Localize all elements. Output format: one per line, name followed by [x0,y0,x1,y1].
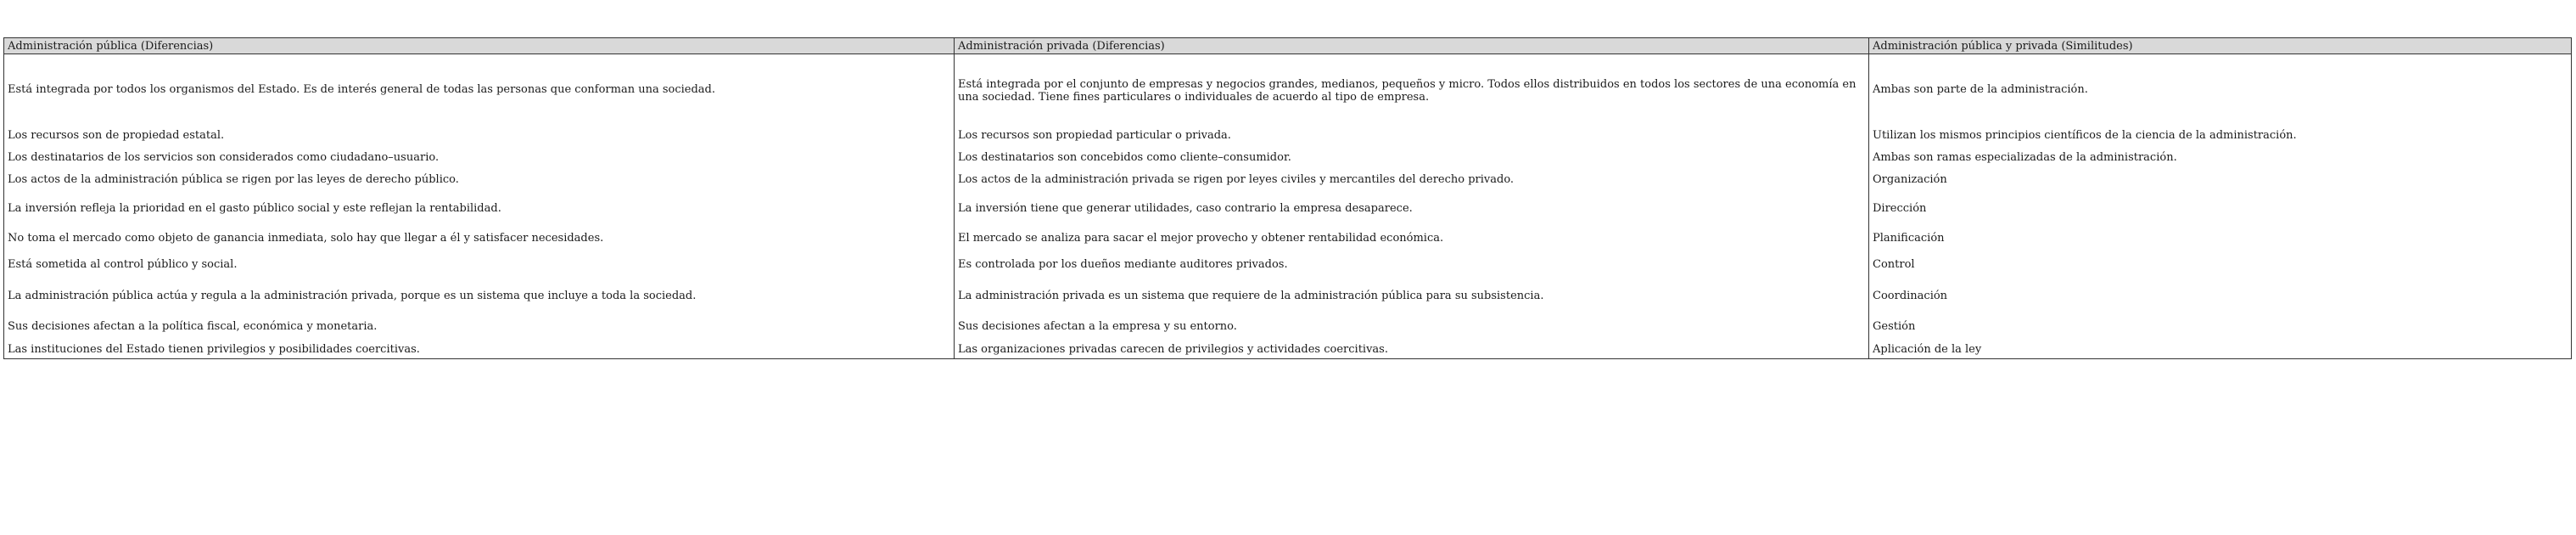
comparison-table [3,37,2572,359]
similarity-cell: Dirección [1869,190,2572,226]
table-row [4,168,2572,190]
header-private-differences: Administración privada (Diferencias) [955,38,1869,54]
table-row [4,313,2572,340]
table-row [4,124,2572,146]
public-cell: No toma el mercado como objeto de ganancia inmediata, solo hay que llegar a él y satisfacer necesidades. [4,226,955,250]
private-cell: La inversión tiene que generar utilidades, caso contrario la empresa desaparece. [955,190,1869,226]
comparison-table-container [3,37,2571,359]
similarity-cell: Coordinación [1869,279,2572,313]
private-cell: Los recursos son propiedad particular o privada. [955,124,1869,146]
similarity-cell: Ambas son parte de la administración. [1869,54,2572,125]
private-cell: La administración privada es un sistema que requiere de la administración pública para su subsistencia. [955,279,1869,313]
public-cell: La inversión refleja la prioridad en el gasto público social y este reflejan la rentabilidad. [4,190,955,226]
private-cell: Las organizaciones privadas carecen de privilegios y actividades coercitivas. [955,340,1869,359]
table-row [4,226,2572,250]
private-cell: Sus decisiones afectan a la empresa y su entorno. [955,313,1869,340]
similarity-cell: Control [1869,250,2572,279]
private-cell: Es controlada por los dueños mediante auditores privados. [955,250,1869,279]
similarity-cell: Aplicación de la ley [1869,340,2572,359]
similarity-cell: Gestión [1869,313,2572,340]
table-row [4,279,2572,313]
private-cell: Los destinatarios son concebidos como cliente–consumidor. [955,146,1869,168]
public-cell: Los destinatarios de los servicios son considerados como ciudadano–usuario. [4,146,955,168]
public-cell: La administración pública actúa y regula a la administración privada, porque es un sistema que incluye a toda la sociedad. [4,279,955,313]
private-cell: Está integrada por el conjunto de empresas y negocios grandes, medianos, pequeños y micro. Todos ellos distribuidos en todos los sectores de una economía en una sociedad. Tiene fines particulares o individuales de acuerdo al tipo de empresa. [955,54,1869,125]
header-similarities: Administración pública y privada (Similitudes) [1869,38,2572,54]
private-cell: El mercado se analiza para sacar el mejor provecho y obtener rentabilidad económica. [955,226,1869,250]
table-row [4,54,2572,125]
table-row [4,250,2572,279]
similarity-cell: Organización [1869,168,2572,190]
similarity-cell: Utilizan los mismos principios científicos de la ciencia de la administración. [1869,124,2572,146]
similarity-cell: Ambas son ramas especializadas de la administración. [1869,146,2572,168]
public-cell: Está sometida al control público y social. [4,250,955,279]
public-cell: Los actos de la administración pública se rigen por las leyes de derecho público. [4,168,955,190]
private-cell: Los actos de la administración privada se rigen por leyes civiles y mercantiles del derecho privado. [955,168,1869,190]
public-cell: Está integrada por todos los organismos del Estado. Es de interés general de todas las personas que conforman una sociedad. [4,54,955,125]
public-cell: Los recursos son de propiedad estatal. [4,124,955,146]
public-cell: Las instituciones del Estado tienen privilegios y posibilidades coercitivas. [4,340,955,359]
table-row [4,340,2572,359]
table-row [4,190,2572,226]
header-public-differences: Administración pública (Diferencias) [4,38,955,54]
public-cell: Sus decisiones afectan a la política fiscal, económica y monetaria. [4,313,955,340]
similarity-cell: Planificación [1869,226,2572,250]
table-header-row [4,38,2572,54]
table-row [4,146,2572,168]
